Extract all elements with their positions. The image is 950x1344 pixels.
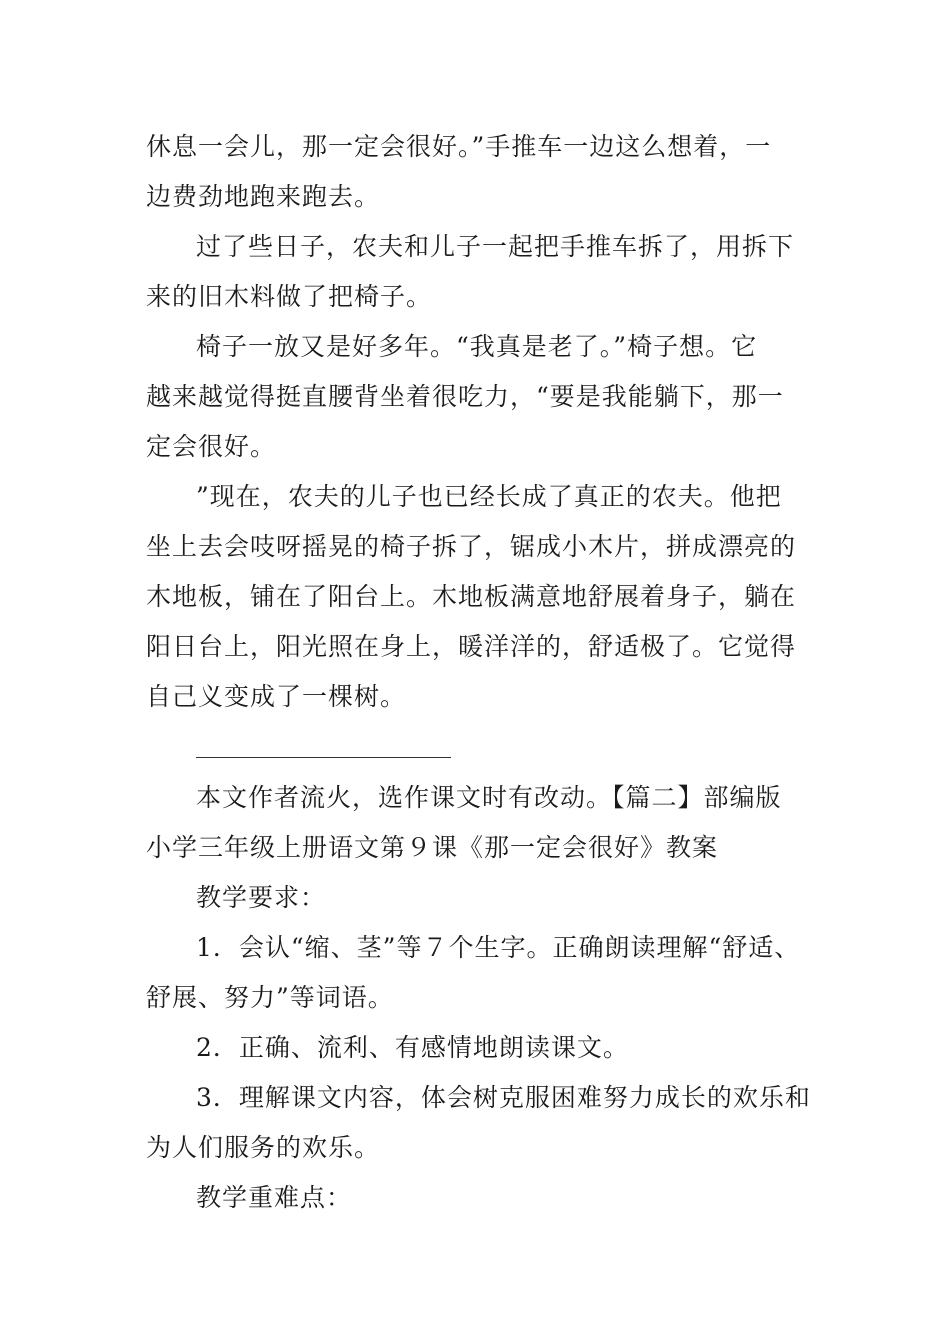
text-block-lower [146, 773, 826, 1223]
text-block-upper [146, 122, 826, 722]
paragraph-line: 定会很好。 [146, 432, 277, 461]
paragraph-line: 坐上去会吱呀摇晃的椅子拆了，锯成小木片，拼成漂亮的 [146, 532, 797, 561]
paragraph-line: 木地板，铺在了阳台上。木地板满意地舒展着身子，躺在 [146, 582, 797, 611]
footnote-divider [196, 757, 451, 758]
section-heading: 教学重难点： [196, 1183, 353, 1212]
paragraph-line: 自己义变成了一棵树。 [146, 682, 407, 711]
paragraph-line: 过了些日子，农夫和儿子一起把手推车拆了，用拆下 [196, 232, 795, 261]
paragraph-line: ”现在，农夫的儿子也已经长成了真正的农夫。他把 [196, 482, 782, 511]
paragraph-line: 边费劲地跑来跑去。 [146, 182, 381, 211]
list-item: 3．理解课文内容，体会树克服困难努力成长的欢乐和 [196, 1083, 811, 1112]
list-item: 1．会认“缩、茎”等７个生字。正确朗读理解“舒适、 [196, 933, 801, 962]
paragraph-line: 越来越觉得挺直腰背坐着很吃力，“要是我能躺下，那一 [146, 382, 784, 411]
paragraph-line: 休息一会儿，那一定会很好。”手推车一边这么想着，一 [146, 132, 772, 161]
section-heading: 教学要求： [196, 883, 327, 912]
paragraph-line: 本文作者流火，选作课文时有改动。【篇二】部编版 [196, 783, 782, 812]
list-item-continuation: 为人们服务的欢乐。 [146, 1133, 381, 1162]
list-item: 2．正确、流利、有感情地朗读课文。 [196, 1033, 629, 1062]
paragraph-line: 来的旧木料做了把椅子。 [146, 282, 433, 311]
paragraph-line: 椅子一放又是好多年。“我真是老了。”椅子想。它 [196, 332, 758, 361]
list-item-continuation: 舒展、努力”等词语。 [146, 983, 394, 1012]
paragraph-line: 小学三年级上册语文第９课《那一定会很好》教案 [146, 833, 719, 862]
paragraph-line: 阳日台上，阳光照在身上，暖洋洋的，舒适极了。它觉得 [146, 632, 797, 661]
